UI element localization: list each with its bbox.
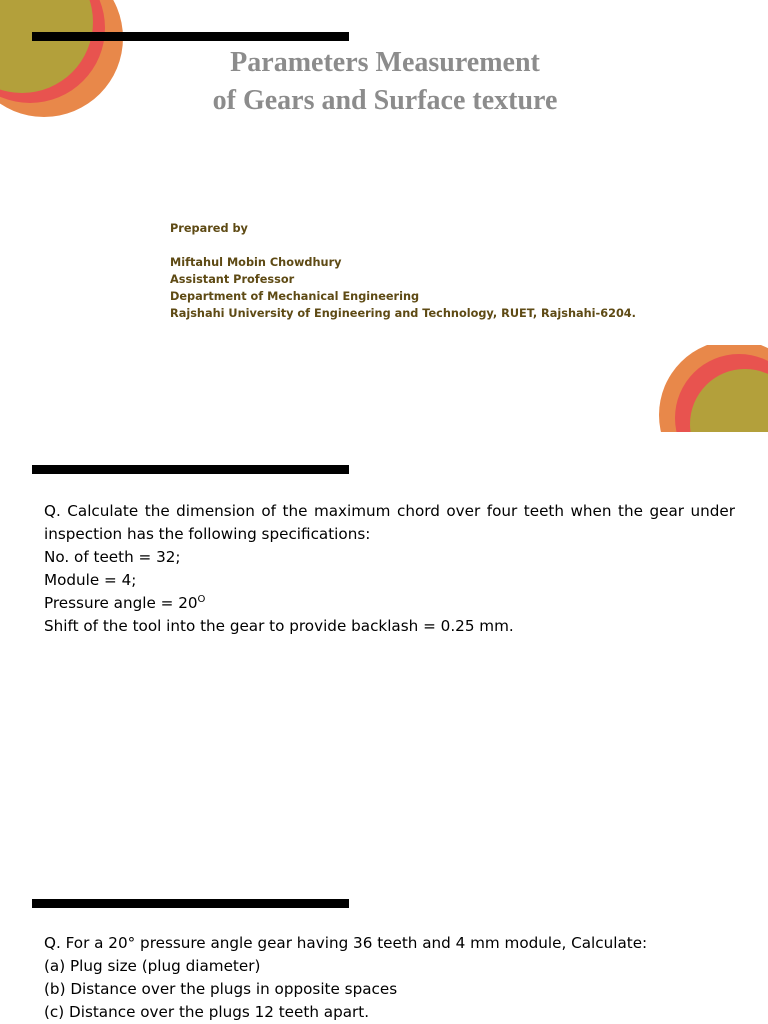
spec-backlash: Shift of the tool into the gear to provide backlash = 0.25 mm. [44, 617, 514, 635]
spec-pressure-angle [44, 592, 735, 615]
part-a: (a) Plug size (plug diameter) [44, 957, 261, 975]
question-chord [44, 500, 735, 638]
question-divider-bar [32, 899, 349, 908]
question-intro: Q. Calculate the dimension of the maximum chord over four teeth when the gear under inspection has the following specifications: [44, 502, 735, 543]
question-slide-chord [0, 432, 768, 864]
title-line-1: Parameters Measurement [230, 47, 540, 78]
presentation-title [130, 44, 640, 120]
degree-superscript: O [197, 594, 206, 605]
question-slide-plugs [0, 864, 768, 1024]
title-line-2: of Gears and Surface texture [212, 85, 558, 116]
spec-pressure-angle-text: Pressure angle = 20 [44, 594, 198, 612]
author-name: Miftahul Mobin Chowdhury [170, 256, 342, 269]
author-position: Assistant Professor [170, 273, 295, 286]
decorative-circles-bottom-right [655, 345, 768, 432]
part-c: (c) Distance over the plugs 12 teeth apart. [44, 1003, 370, 1021]
question-divider-bar [32, 465, 349, 474]
part-b: (b) Distance over the plugs in opposite spaces [44, 980, 398, 998]
title-divider-bar [32, 32, 349, 41]
author-block [170, 220, 636, 322]
question-intro: Q. For a 20° pressure angle gear having 36 teeth and 4 mm module, Calculate: [44, 934, 648, 952]
decorative-circles-top-left [0, 0, 130, 120]
spec-teeth: No. of teeth = 32; [44, 548, 181, 566]
author-department: Department of Mechanical Engineering [170, 290, 420, 303]
author-institution: Rajshahi University of Engineering and Technology, RUET, Rajshahi-6204. [170, 307, 636, 320]
title-slide [0, 0, 768, 432]
question-plugs [44, 932, 735, 1024]
prepared-by-label: Prepared by [170, 222, 248, 235]
spec-module: Module = 4; [44, 571, 137, 589]
